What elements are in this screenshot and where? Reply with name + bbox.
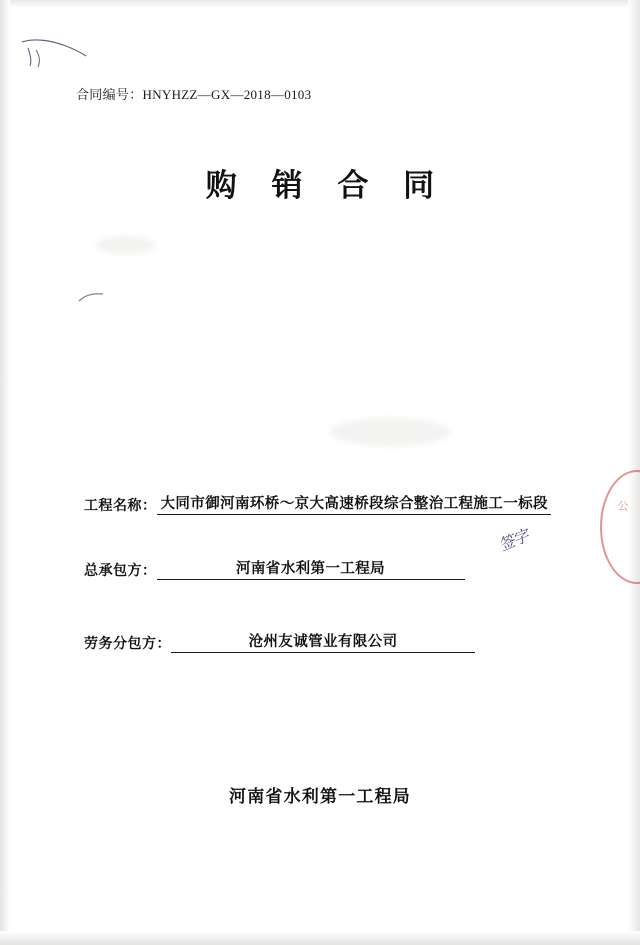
scan-smudge: [330, 418, 450, 446]
field-main-contractor: [84, 557, 465, 580]
field-project-name-label: 工程名称：: [84, 498, 157, 514]
contract-number: 合同编号：HNYHZZ—GX—2018—0103: [76, 87, 312, 102]
paper-edge-top: [0, 0, 640, 8]
handwritten-mark-icon: [20, 36, 90, 70]
issuer-name: 河南省水利第一工程局: [229, 787, 411, 807]
field-project-name: [84, 492, 551, 515]
scan-smudge: [96, 236, 156, 254]
field-project-name-value: 大同市御河南环桥～京大高速桥段综合整治工程施工一标段: [157, 492, 551, 515]
field-main-contractor-value: 河南省水利第一工程局: [157, 557, 465, 580]
paper-edge-bottom: [0, 931, 640, 945]
field-labor-subcontractor: [84, 630, 475, 653]
handwritten-tick-icon: [78, 292, 104, 304]
handwritten-signature: 签字: [495, 525, 531, 555]
red-seal-stamp-text: 公: [616, 500, 629, 513]
field-labor-subcontractor-label: 劳务分包方：: [84, 636, 171, 652]
field-labor-subcontractor-value: 沧州友诚管业有限公司: [171, 630, 475, 653]
page-title: 购 销 合 同: [205, 168, 447, 204]
field-main-contractor-label: 总承包方：: [84, 563, 157, 579]
